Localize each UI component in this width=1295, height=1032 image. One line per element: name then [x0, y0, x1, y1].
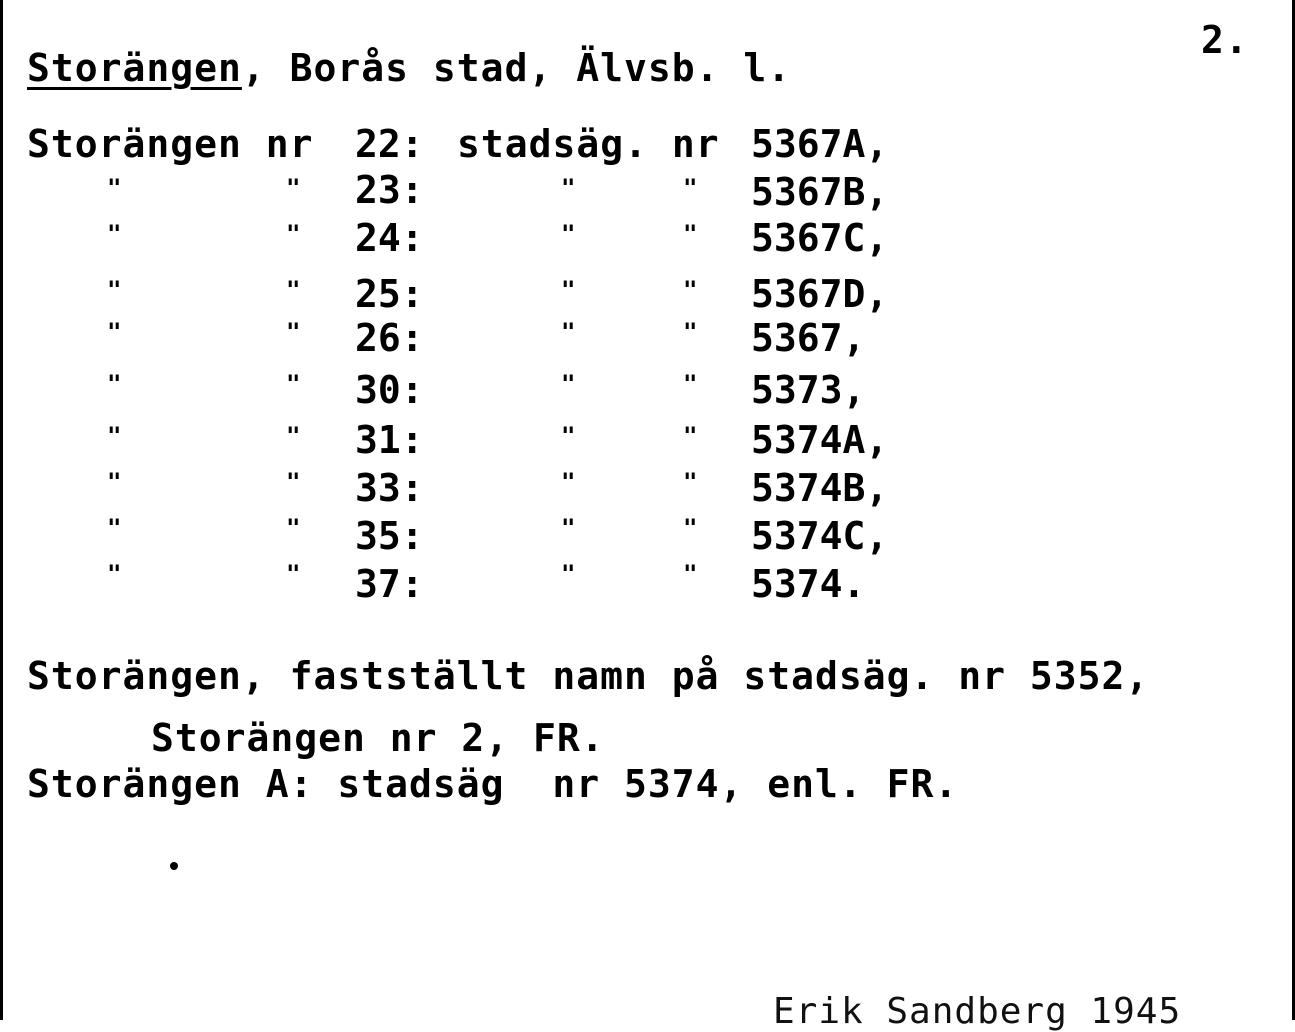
ditto-mark: " — [683, 422, 698, 450]
row-5-number: 26: — [355, 316, 424, 360]
heading — [27, 48, 791, 88]
heading-place: Storängen — [27, 46, 242, 90]
row-7-ref: 5374A, — [751, 418, 889, 462]
note-line-2: Storängen nr 2, FR. — [151, 716, 605, 760]
ditto-mark: " — [561, 422, 576, 450]
row-1-mid: stadsäg. nr — [457, 122, 720, 166]
page-number: 2. — [1201, 18, 1249, 62]
ditto-mark: " — [683, 560, 698, 588]
ditto-mark: " — [683, 220, 698, 248]
row-6-number: 30: — [355, 368, 424, 412]
row-10-ref: 5374. — [751, 562, 866, 606]
ditto-mark: " — [561, 318, 576, 346]
signature: Erik Sandberg 1945 — [773, 991, 1182, 1032]
row-10-number: 37: — [355, 562, 424, 606]
row-6-ref: 5373, — [751, 368, 866, 412]
ditto-mark: " — [107, 276, 122, 304]
ditto-mark: " — [561, 560, 576, 588]
row-8-number: 33: — [355, 466, 424, 510]
note-line-3: Storängen A: stadsäg nr 5374, enl. FR. — [27, 762, 959, 806]
ink-dot — [170, 862, 178, 870]
ditto-mark: " — [107, 514, 122, 542]
row-5-ref: 5367, — [751, 316, 866, 360]
ditto-mark: " — [683, 468, 698, 496]
ditto-mark: " — [286, 468, 301, 496]
ditto-mark: " — [561, 468, 576, 496]
note-line-1: Storängen, fastställt namn på stadsäg. nr 5352, — [27, 654, 1150, 698]
heading-rest: , Borås stad, Älvsb. l. — [241, 46, 792, 90]
row-3-ref: 5367C, — [751, 216, 889, 260]
ditto-mark: " — [107, 468, 122, 496]
row-2-number: 23: — [355, 168, 424, 212]
row-7-number: 31: — [355, 418, 424, 462]
row-1-number: 22: — [355, 122, 424, 166]
ditto-mark: " — [683, 174, 698, 202]
row-4-number: 25: — [355, 272, 424, 316]
ditto-mark: " — [286, 318, 301, 346]
row-1-prefix: Storängen nr — [27, 122, 314, 166]
row-9-ref: 5374C, — [751, 514, 889, 558]
ditto-mark: " — [683, 370, 698, 398]
row-9-number: 35: — [355, 514, 424, 558]
ditto-mark: " — [683, 318, 698, 346]
ditto-mark: " — [286, 370, 301, 398]
row-3-number: 24: — [355, 216, 424, 260]
row-2-ref: 5367B, — [751, 170, 889, 214]
row-4-ref: 5367D, — [751, 272, 889, 316]
ditto-mark: " — [286, 422, 301, 450]
ditto-mark: " — [286, 174, 301, 202]
ditto-mark: " — [107, 220, 122, 248]
ditto-mark: " — [561, 276, 576, 304]
ditto-mark: " — [683, 276, 698, 304]
ditto-mark: " — [107, 370, 122, 398]
ditto-mark: " — [683, 514, 698, 542]
ditto-mark: " — [561, 514, 576, 542]
ditto-mark: " — [286, 560, 301, 588]
ditto-mark: " — [561, 370, 576, 398]
ditto-mark: " — [107, 422, 122, 450]
row-8-ref: 5374B, — [751, 466, 889, 510]
ditto-mark: " — [561, 220, 576, 248]
ditto-mark: " — [107, 174, 122, 202]
ditto-mark: " — [286, 220, 301, 248]
ditto-mark: " — [561, 174, 576, 202]
ditto-mark: " — [107, 560, 122, 588]
ditto-mark: " — [286, 276, 301, 304]
ditto-mark: " — [107, 318, 122, 346]
row-1-ref: 5367A, — [751, 122, 889, 166]
ditto-mark: " — [286, 514, 301, 542]
